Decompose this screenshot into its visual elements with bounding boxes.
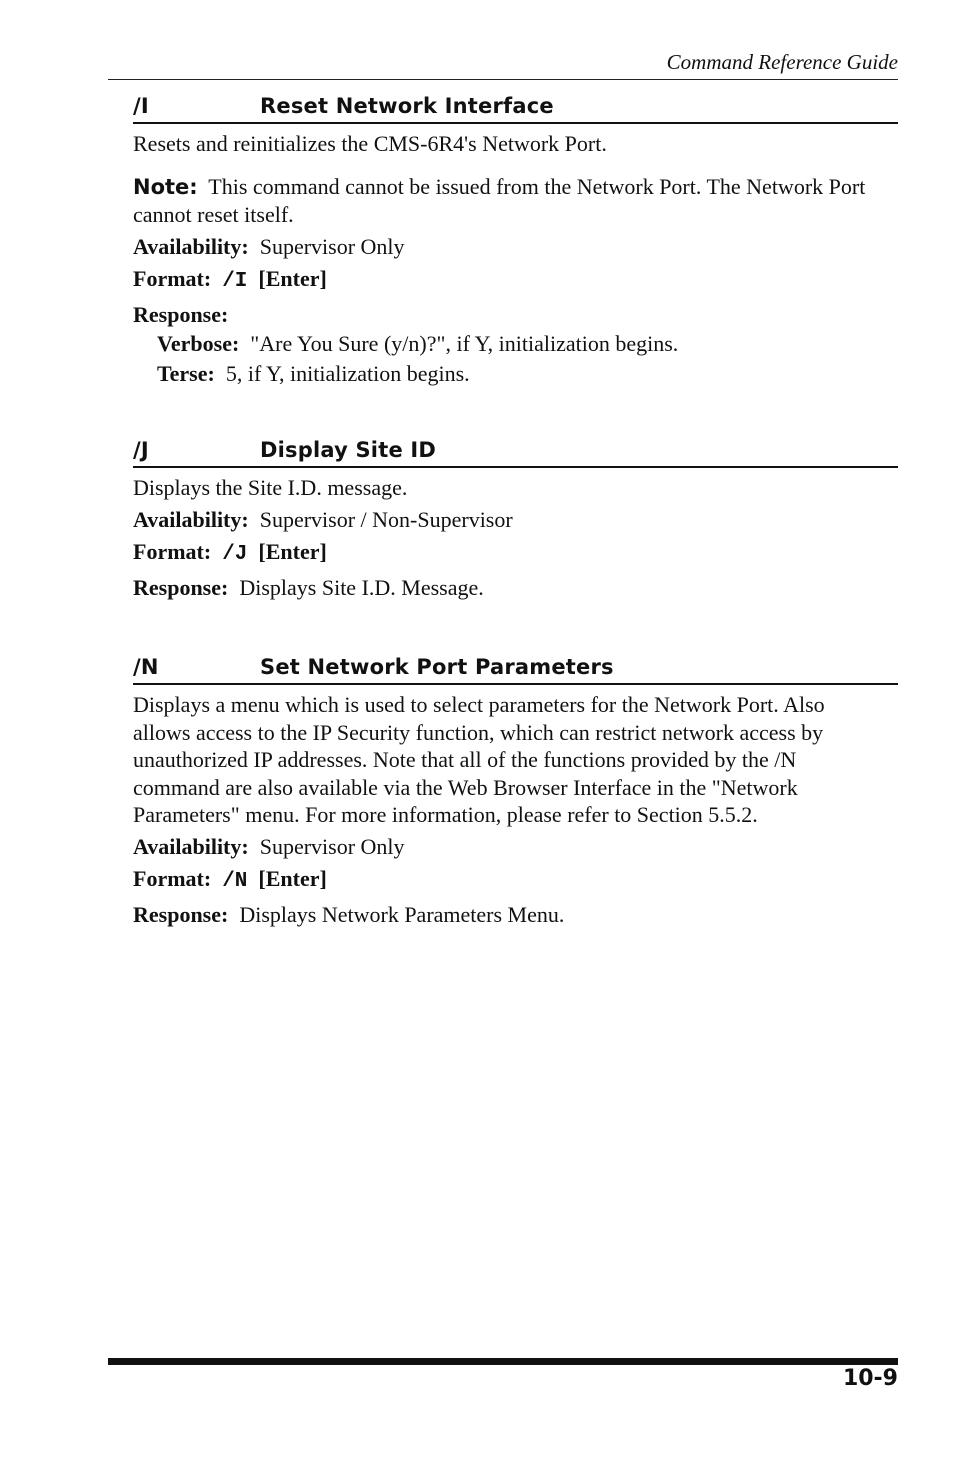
note <box>133 173 898 229</box>
response-line <box>133 901 898 930</box>
description-line: allows access to the IP Security function, which can restrict network access by <box>133 719 824 745</box>
availability-line <box>133 506 898 535</box>
verbose-line <box>133 329 898 359</box>
response-line <box>133 574 898 603</box>
response-value: Displays Network Parameters Menu. <box>239 901 565 927</box>
availability-value: Supervisor Only <box>259 233 405 259</box>
note-text: This command cannot be issued from the Network Port. The Network Port cannot reset itself. <box>133 173 866 227</box>
description-line: Displays a menu which is used to select parameters for the Network Port. Also <box>133 692 825 717</box>
response-line <box>133 301 898 330</box>
format-label: Format: <box>133 539 212 564</box>
command-description: Resets and reinitializes the CMS-6R4's Network Port. <box>133 131 607 156</box>
section-reset-network-interface <box>133 94 898 389</box>
section-display-site-id <box>133 438 898 602</box>
format-line <box>133 265 898 297</box>
description-line: command are also available via the Web Browser Interface in the "Network <box>133 774 798 800</box>
format-line <box>133 865 898 897</box>
response-label: Response: <box>133 574 229 600</box>
command-title: Reset Network Interface <box>260 94 554 118</box>
description-line: Parameters" menu. For more information, please refer to Section 5.5.2. <box>133 802 758 827</box>
note-label: Note: <box>133 174 198 199</box>
page-number: 10-9 <box>842 1366 898 1391</box>
verbose-value: "Are You Sure (y/n)?", if Y, initialization begins. <box>250 331 679 356</box>
format-code: /I <box>222 270 248 293</box>
availability-label: Availability: <box>133 833 249 859</box>
availability-line <box>133 833 898 862</box>
terse-value: 5, if Y, initialization begins. <box>225 361 470 386</box>
section-set-network-port-parameters <box>133 655 898 929</box>
section-heading <box>133 655 898 685</box>
command-title: Display Site ID <box>260 438 437 462</box>
availability-line <box>133 233 898 262</box>
format-suffix: [Enter] <box>258 266 327 291</box>
footer-rule <box>108 1358 898 1365</box>
format-line <box>133 538 898 570</box>
description-line: unauthorized IP addresses. Note that all of the functions provided by the /N <box>133 747 797 772</box>
availability-label: Availability: <box>133 233 249 259</box>
command-name: /I <box>133 94 149 118</box>
terse-line <box>133 359 898 389</box>
section-heading <box>133 438 898 468</box>
verbose-label: Verbose: <box>157 331 240 356</box>
running-head: Command Reference Guide <box>108 50 898 80</box>
format-suffix: [Enter] <box>258 866 327 891</box>
format-suffix: [Enter] <box>258 539 327 564</box>
command-name: /N <box>133 655 159 679</box>
response-label: Response: <box>133 901 229 927</box>
terse-label: Terse: <box>157 361 215 386</box>
availability-label: Availability: <box>133 506 249 532</box>
format-label: Format: <box>133 866 212 891</box>
format-code: /J <box>222 543 248 566</box>
availability-value: Supervisor / Non-Supervisor <box>259 506 513 532</box>
availability-value: Supervisor Only <box>259 833 405 859</box>
response-value: Displays Site I.D. Message. <box>239 574 484 600</box>
command-description: Displays the Site I.D. message. <box>133 475 408 500</box>
command-description <box>133 691 898 829</box>
format-label: Format: <box>133 266 212 291</box>
format-code: /N <box>222 870 248 893</box>
response-label: Response: <box>133 301 229 327</box>
command-title: Set Network Port Parameters <box>260 655 614 679</box>
section-heading <box>133 94 898 124</box>
command-name: /J <box>133 438 149 462</box>
